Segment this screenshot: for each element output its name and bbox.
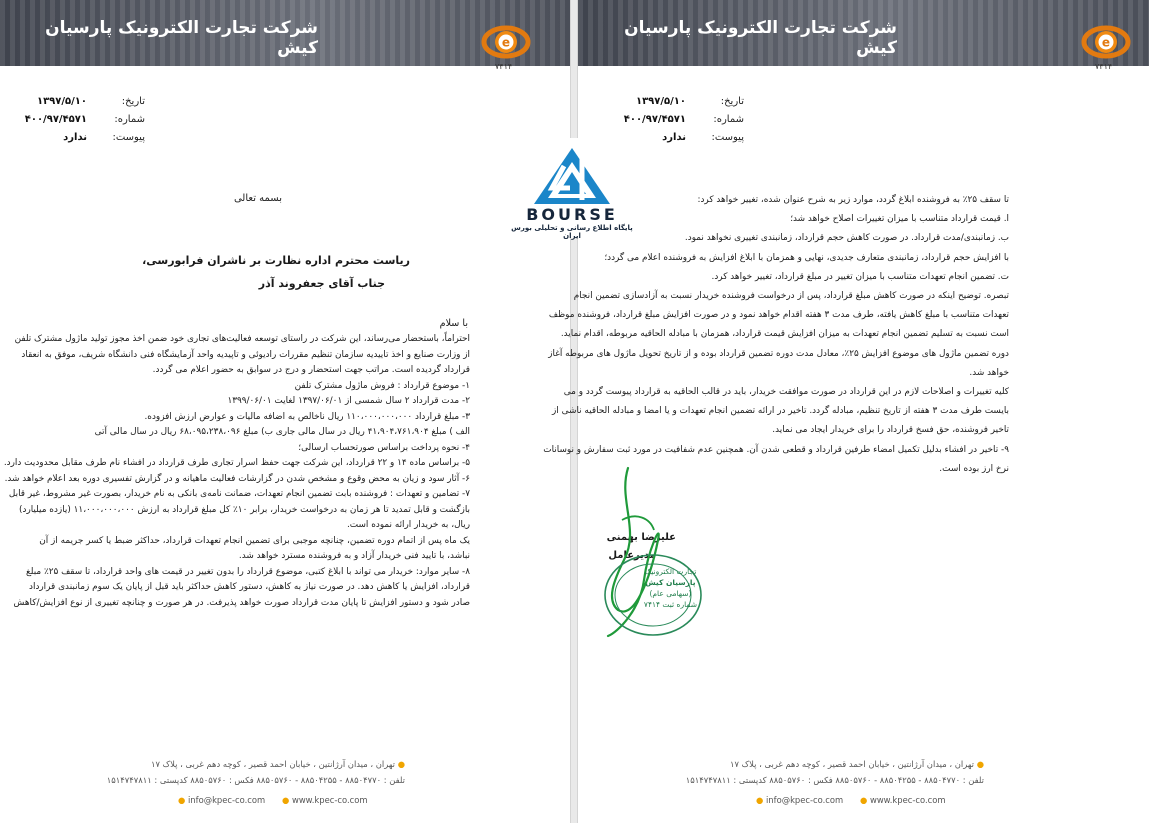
body-line: ۳- مبلغ قرارداد ۱۱۰،۰۰۰،۰۰۰،۰۰۰ ریال ناخالص به اضافه مالیات و عوارض ارزش افزوده.: [144, 411, 470, 422]
body-line: ۷- تضامین و تعهدات : فروشنده بابت تضمین انجام تعهدات، ضمانت نامه‌ی بانکی به نام خریدار، بصورت غیر مشروط، غیر قابل: [8, 489, 470, 499]
footer-phones: تلفن : ۸۸۵۰۴۷۷۰ - ۸۸۵۰۴۲۵۵ - ۸۸۵۰۵۷۶۰ فکس : ۸۸۵۰۵۷۶۰ کدپستی : ۱۵۱۴۷۴۷۸۱۱: [106, 775, 405, 785]
body-line: نرخ ارز بوده است.: [939, 463, 1009, 474]
letter-page-1: [0, 0, 570, 823]
body-line: یک ماه پس از اتمام دوره تضمین، چنانچه موجبی برای تضمین انجام تعهدات قرارداد، حداکثر ضبط یا کسر جریمه از آن: [39, 535, 470, 546]
body-line: ۲- مدت قرارداد ۲ سال شمسی از ۱۳۹۷/۰۶/۰۱ لغایت ۱۳۹۹/۰۶/۰۱: [227, 396, 470, 406]
recipient-title: ریاست محترم اداره نظارت بر ناشران فرابورسی،: [142, 254, 410, 267]
footer-address: ● تهران ، میدان آرژانتین ، خیابان احمد قصیر ، کوچه دهم غربی ، پلاک ۱۷: [150, 759, 405, 769]
footer-web: ● www.kpec-co.com: [282, 795, 368, 805]
body-line: تا سقف ۲۵٪ به فروشنده ابلاغ گردد، موارد زیر به شرح عنوان شده، تغییر خواهد کرد:: [697, 195, 1009, 205]
body-line: تاخیر فروشنده، حق فسخ قرارداد را برای خریدار ایجاد می نماید.: [772, 425, 1009, 436]
letter-meta: [624, 92, 744, 146]
attachment-label: پیوست:: [112, 131, 145, 143]
stamp-text: [644, 566, 697, 610]
svg-text:e: e: [1101, 35, 1111, 50]
date-label: تاریخ:: [720, 95, 744, 107]
footer-email: ● info@kpec-co.com: [756, 795, 844, 805]
recipient-name: جناب آقای جعفروند آذر: [258, 277, 385, 290]
body-line: کلیه تغییرات و اصلاحات لازم در این قرارداد در صورت موافقت خریدار، باید در قالب الحاقیه به قرارداد پیوست گردد و می: [563, 387, 1009, 398]
letter-meta: [25, 92, 145, 146]
company-logo-icon: [1082, 22, 1130, 62]
logo-code: ۷۴۱۴: [1095, 62, 1113, 71]
greeting: با سلام: [439, 318, 468, 329]
footer-web: ● www.kpec-co.com: [860, 795, 946, 805]
body-line: تعهدات متناسب با مبلغ کاهش یافته، طرف مدت ۳ هفته اقدام خواهد نمود و در صورت افزایش مبلغ قرارداد، فروشنده موظف: [548, 310, 1009, 321]
stamp-line: پارسیان کیش: [645, 578, 696, 587]
company-name: شرکت تجارت الکترونیک پارسیان کیش: [624, 18, 897, 58]
svg-text:e: e: [501, 35, 511, 50]
date-value: ۱۳۹۷/۵/۱۰: [36, 95, 87, 107]
attachment-value: ندارد: [63, 131, 87, 143]
body-line: ۹- تاخیر در افشاء بدلیل تکمیل امضاء طرفین قرارداد و قطعی شدن آن. همچنین عدم شفافیت در مورد ثبت سفارش و نوسانات: [543, 444, 1009, 455]
body-line: با افزایش حجم قرارداد، زمانبندی متعارف جدیدی، نهایی و همزمان با ابلاغ افزایش به فروشنده اعلام می گردد؛: [604, 252, 1009, 263]
signer-name: علیرضا بهمنی: [606, 532, 676, 543]
signer-title: مدیرعامل: [608, 550, 656, 561]
body-line: دوره تضمین ماژول های موضوع افزایش ۲۵٪، معادل مدت دوره تضمین قرارداد بوده و از تاریخ تحویل ماژول های مربوطه آغاز: [548, 348, 1009, 359]
body-line: است نسبت به تسلیم تضمین انجام تعهدات به میزان افزایش قیمت قرارداد، همزمان با مبادله الحاقیه مربوطه، اقدام نماید.: [560, 329, 1009, 340]
bourse-subtitle: پایگاه اطلاع رسانی و تحلیلی بورس ایران: [511, 224, 633, 240]
body-line: احتراماً، باستحضار می‌رساند، این شرکت در راستای توسعه فعالیت‌های تجاری خود ضمن اخذ مجوز تولید ماژول مشترک تلفن: [14, 334, 470, 344]
number-label: شماره:: [114, 113, 145, 125]
body-line: ۸- سایر موارد: خریدار می تواند با ابلاغ کتبی، موضوع قرارداد را بدون تغییر در قیمت های واحد قرارداد، تا سقف ۲۵٪ مبلغ: [26, 566, 470, 577]
body-line: ۵- براساس ماده ۱۴ و ۲۲ قرارداد، این شرکت جهت حفظ اسرار تجاری طرف قرارداد در افشاء نام طرف مقابل محدودیت دارد.: [3, 458, 470, 468]
body-line: بایست طرف مدت ۳ هفته از تاریخ تنظیم، مبادله گردد. تاخیر در ارائه تضمین انجام تعهدات و یا امضا و مبادله الحاقیه ناشی از: [552, 406, 1009, 417]
body-line: از وزارت صنایع و اخذ تاییدیه سازمان تنظیم مقررات رادیوئی و تاپیدیه واحد آزمایشگاه فنی دانشگاه شریف، موفق به انعقاد: [21, 349, 470, 360]
number-value: ۴۰۰/۹۷/۴۵۷۱: [623, 113, 686, 125]
body-line: ۴- نحوه پرداخت براساس صورتحساب ارسالی؛: [298, 442, 470, 453]
body-line: ۱- موضوع قرارداد : فروش ماژول مشترک تلفن: [294, 380, 470, 391]
letter-footer: [0, 751, 570, 823]
letterhead: [0, 0, 570, 80]
number-value: ۴۰۰/۹۷/۴۵۷۱: [24, 113, 87, 125]
date-value: ۱۳۹۷/۵/۱۰: [635, 95, 686, 107]
body-line: قرارداد گردیده است. مراتب جهت استحضار و درج در سوابق به حضور اعلام می گردد.: [152, 365, 470, 375]
body-line: ۶- آثار سود و زیان به محض وقوع و مشخص شدن در گزارشات فعالیت ماهیانه و در گزارش تفسیری دوره بعد اعلام خواهد شد.: [4, 473, 470, 484]
body-line: ا. قیمت قرارداد متناسب با میزان تغییرات اصلاح خواهد شد؛: [790, 214, 1009, 225]
number-label: شماره:: [713, 113, 744, 125]
logo-code: ۷۴۱۴: [495, 62, 513, 71]
company-logo-icon: [482, 22, 530, 62]
date-label: تاریخ:: [121, 95, 145, 107]
company-name: شرکت تجارت الکترونیک پارسیان کیش: [45, 18, 318, 58]
attachment-value: ندارد: [662, 131, 686, 143]
body-line: ب. زمانبندی/مدت قرارداد. در صورت کاهش حجم قرارداد، زمانبندی تغییری نخواهد نمود.: [684, 233, 1009, 244]
attachment-label: پیوست:: [711, 131, 744, 143]
letter-body-left: [4, 332, 470, 611]
bourse-brand: BOURSE: [526, 205, 618, 224]
stamp-line: شماره ثبت ۷۴۱۴: [643, 600, 697, 609]
body-line: تبصره. توضیح اینکه در صورت کاهش مبلغ قرارداد، پس از درخواست فروشنده خریدار نسبت به آزادسازی تضمین انجام: [573, 291, 1009, 302]
body-line: ریال، به خریدار ارائه نموده است.: [346, 520, 470, 530]
body-line: صادر شود و دستور افزایش تا پایان مدت قرارداد صورت خواهد پذیرفت. در هر صورت و چنانچه تغییری از نوع افزایش/کاهش: [13, 597, 470, 608]
footer-address: ● تهران ، میدان آرژانتین ، خیابان احمد قصیر ، کوچه دهم غربی ، پلاک ۱۷: [729, 759, 984, 769]
stamp-line: (سهامی عام): [649, 589, 692, 598]
stamp-line: تجارت الکترونیک: [644, 567, 697, 576]
body-line: الف ) مبلغ ۴۱،۹۰۴،۷۶۱،۹۰۴ ریال در سال مالی جاری ب) مبلغ ۶۸،۰۹۵،۲۳۸،۰۹۶ ریال در سال مالی آتی: [94, 427, 470, 437]
body-line: نباشد، با تایید فنی خریدار آزاد و به فروشنده مسترد خواهد شد.: [238, 551, 470, 561]
footer-email: ● info@kpec-co.com: [178, 795, 266, 805]
basmala: بسمه تعالی: [233, 193, 282, 204]
body-line: ت. تضمین انجام تعهدات متناسب با میزان تغییر در مبلغ قرارداد، تغییر خواهد کرد.: [711, 271, 1009, 282]
footer-phones: تلفن : ۸۸۵۰۴۷۷۰ - ۸۸۵۰۴۲۵۵ - ۸۸۵۰۵۷۶۰ فکس : ۸۸۵۰۵۷۶۰ کدپستی : ۱۵۱۴۷۴۷۸۱۱: [685, 775, 984, 785]
body-line: بازگشت و قابل تمدید تا هر زمان به درخواست خریدار، برابر ۱۰٪ کل مبلغ قرارداد به ارزش ۱۱،۰۰۰،۰۰۰،۰۰۰ (یازده میلیارد): [19, 504, 470, 515]
letterhead: [578, 0, 1149, 80]
body-line: قرارداد، افزایش یا کاهش دهد. در صورت نیاز به کاهش، دستور کاهش حداکثر باید قبل از پایان یک سوم زمانبندی قرارداد: [29, 582, 470, 592]
letter-footer: [578, 751, 1149, 823]
body-line: خواهد شد.: [969, 367, 1009, 378]
